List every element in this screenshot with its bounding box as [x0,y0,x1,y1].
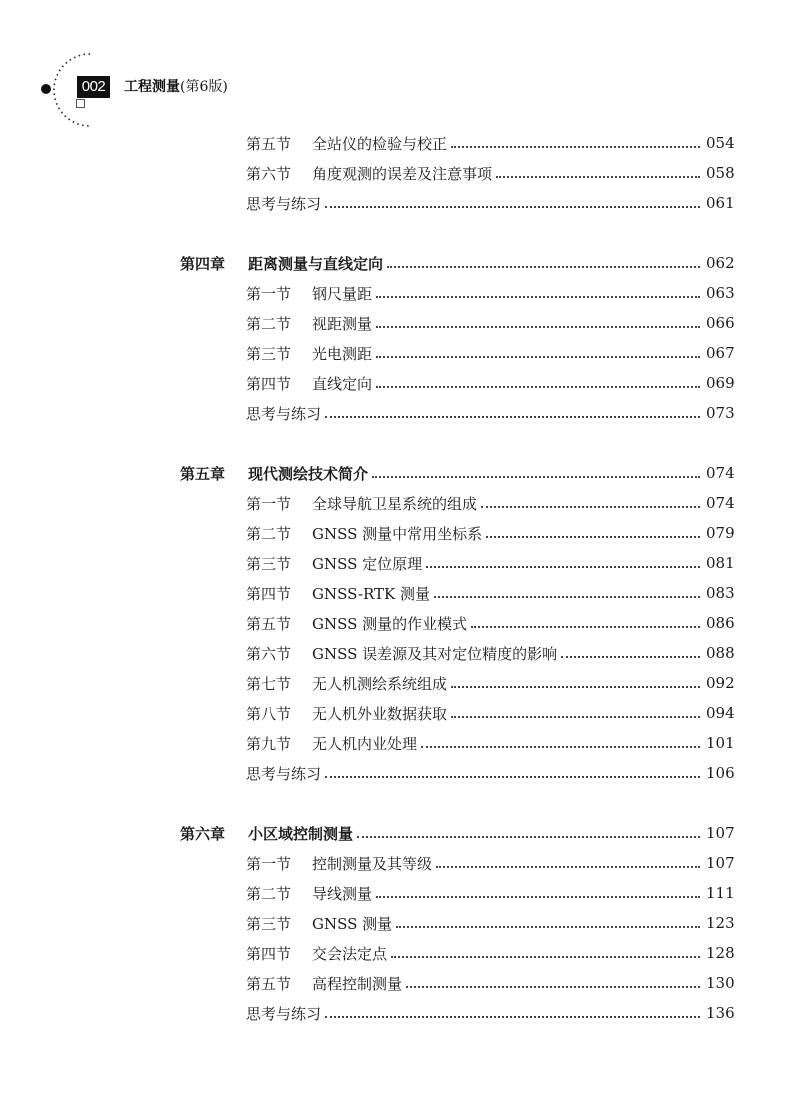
toc-section-row[interactable] [246,730,735,756]
toc-page-number: 101 [706,734,735,752]
toc-page-number: 073 [706,404,735,422]
toc-dot-leader [376,896,700,898]
toc-dot-leader [451,146,700,148]
toc-chapter-row[interactable] [180,460,735,486]
toc-section-row[interactable] [246,940,735,966]
toc-entry-title: 思考与练习 [246,404,322,423]
toc-page-number: 094 [706,704,735,722]
toc-entry-title: 直线定向 [312,374,373,393]
toc-section-label: 第九节 [246,734,292,753]
toc-dot-leader [325,776,700,778]
toc-entry-title: 全球导航卫星系统的组成 [312,494,478,513]
toc-entry-title: GNSS-RTK 测量 [312,584,431,603]
toc-dot-leader [396,926,700,928]
page-number-badge: 002 [77,76,110,98]
toc-exercise-row[interactable] [246,1000,735,1026]
header-square-marker [76,99,85,108]
toc-section-row[interactable] [246,130,735,156]
toc-dot-leader [376,296,700,298]
toc-dot-leader [391,956,700,958]
toc-dot-leader [325,1016,700,1018]
toc-page-number: 128 [706,944,735,962]
toc-dot-leader [451,686,700,688]
toc-entry-title: 视距测量 [312,314,373,333]
toc-page-number: 083 [706,584,735,602]
toc-section-row[interactable] [246,550,735,576]
toc-section-row[interactable] [246,310,735,336]
toc-page-number: 107 [706,824,735,842]
running-header-title [124,77,228,97]
toc-section-row[interactable] [246,160,735,186]
toc-dot-leader [481,506,700,508]
toc-dot-leader [434,596,700,598]
toc-section-label: 第四节 [246,584,292,603]
toc-section-row[interactable] [246,910,735,936]
toc-dot-leader [451,716,700,718]
toc-chapter-row[interactable] [180,820,735,846]
toc-section-label: 第三节 [246,344,292,363]
toc-entry-title: GNSS 误差源及其对定位精度的影响 [312,644,558,663]
toc-section-label: 第六节 [246,644,292,663]
toc-chapter-label: 第四章 [180,254,226,273]
toc-dot-leader [561,656,700,658]
toc-section-row[interactable] [246,850,735,876]
toc-section-row[interactable] [246,670,735,696]
toc-page-number: 061 [706,194,735,212]
toc-chapter-label: 第六章 [180,824,226,843]
toc-section-label: 第二节 [246,314,292,333]
toc-page-number: 081 [706,554,735,572]
toc-entry-title: 小区域控制测量 [248,824,354,843]
toc-exercise-row[interactable] [246,400,735,426]
toc-dot-leader [426,566,700,568]
toc-section-label: 第三节 [246,914,292,933]
toc-section-label: 第六节 [246,164,292,183]
toc-page-number: 123 [706,914,735,932]
toc-dot-leader [376,386,700,388]
toc-page-number: 130 [706,974,735,992]
toc-dot-leader [436,866,700,868]
toc-section-row[interactable] [246,520,735,546]
toc-exercise-row[interactable] [246,760,735,786]
toc-entry-title: 无人机内业处理 [312,734,418,753]
toc-section-label: 第一节 [246,494,292,513]
toc-page-number: 062 [706,254,735,272]
toc-page-number: 063 [706,284,735,302]
toc-section-label: 第一节 [246,284,292,303]
toc-page-number: 107 [706,854,735,872]
toc-entry-title: 光电测距 [312,344,373,363]
toc-section-label: 第五节 [246,974,292,993]
toc-section-row[interactable] [246,970,735,996]
toc-page-number: 086 [706,614,735,632]
toc-section-row[interactable] [246,880,735,906]
toc-section-label: 第八节 [246,704,292,723]
toc-dot-leader [496,176,700,178]
toc-page-number: 088 [706,644,735,662]
toc-entry-title: 思考与练习 [246,194,322,213]
toc-chapter-label: 第五章 [180,464,226,483]
toc-entry-title: 角度观测的误差及注意事项 [312,164,493,183]
toc-section-row[interactable] [246,700,735,726]
toc-section-label: 第五节 [246,614,292,633]
toc-section-row[interactable] [246,640,735,666]
toc-section-label: 第二节 [246,884,292,903]
toc-entry-title: 控制测量及其等级 [312,854,433,873]
toc-entry-title: GNSS 测量的作业模式 [312,614,468,633]
toc-entry-title: GNSS 测量中常用坐标系 [312,524,483,543]
toc-page-number: 066 [706,314,735,332]
toc-entry-title: 无人机外业数据获取 [312,704,448,723]
toc-section-label: 第七节 [246,674,292,693]
toc-exercise-row[interactable] [246,190,735,216]
toc-page-number: 069 [706,374,735,392]
toc-dot-leader [471,626,700,628]
toc-section-row[interactable] [246,610,735,636]
toc-entry-title: 导线测量 [312,884,373,903]
toc-entry-title: 无人机测绘系统组成 [312,674,448,693]
toc-dot-leader [325,416,700,418]
toc-entry-title: 思考与练习 [246,1004,322,1023]
toc-section-row[interactable] [246,370,735,396]
toc-dot-leader [372,476,700,478]
toc-entry-title: 距离测量与直线定向 [248,254,384,273]
toc-page-number: 106 [706,764,735,782]
header-bullet-dot [41,84,51,94]
toc-entry-title: 高程控制测量 [312,974,403,993]
book-title: 工程测量 [124,79,180,95]
toc-page-number: 074 [706,464,735,482]
toc-page-number: 058 [706,164,735,182]
toc-page-number: 067 [706,344,735,362]
toc-chapter-row[interactable] [180,250,735,276]
toc-section-label: 第四节 [246,944,292,963]
toc-section-row[interactable] [246,280,735,306]
toc-entry-title: 全站仪的检验与校正 [312,134,448,153]
toc-page-number: 111 [706,884,735,902]
toc-dot-leader [486,536,700,538]
toc-dot-leader [406,986,700,988]
toc-page-number: 136 [706,1004,735,1022]
toc-entry-title: 现代测绘技术简介 [248,464,369,483]
toc-entry-title: GNSS 定位原理 [312,554,423,573]
toc-section-label: 第一节 [246,854,292,873]
toc-section-label: 第五节 [246,134,292,153]
toc-dot-leader [387,266,700,268]
toc-section-row[interactable] [246,490,735,516]
toc-page-number: 079 [706,524,735,542]
toc-section-label: 第三节 [246,554,292,573]
toc-section-row[interactable] [246,580,735,606]
toc-page-number: 054 [706,134,735,152]
toc-page-number: 074 [706,494,735,512]
toc-dot-leader [357,836,700,838]
toc-page-number: 092 [706,674,735,692]
toc-dot-leader [376,356,700,358]
toc-entry-title: 思考与练习 [246,764,322,783]
toc-entry-title: 交会法定点 [312,944,388,963]
toc-dot-leader [376,326,700,328]
toc-entry-title: 钢尺量距 [312,284,373,303]
toc-section-label: 第二节 [246,524,292,543]
toc-dot-leader [325,206,700,208]
toc-entry-title: GNSS 测量 [312,914,393,933]
toc-dot-leader [421,746,700,748]
book-edition: (第6版) [180,79,228,95]
toc-section-label: 第四节 [246,374,292,393]
toc-section-row[interactable] [246,340,735,366]
